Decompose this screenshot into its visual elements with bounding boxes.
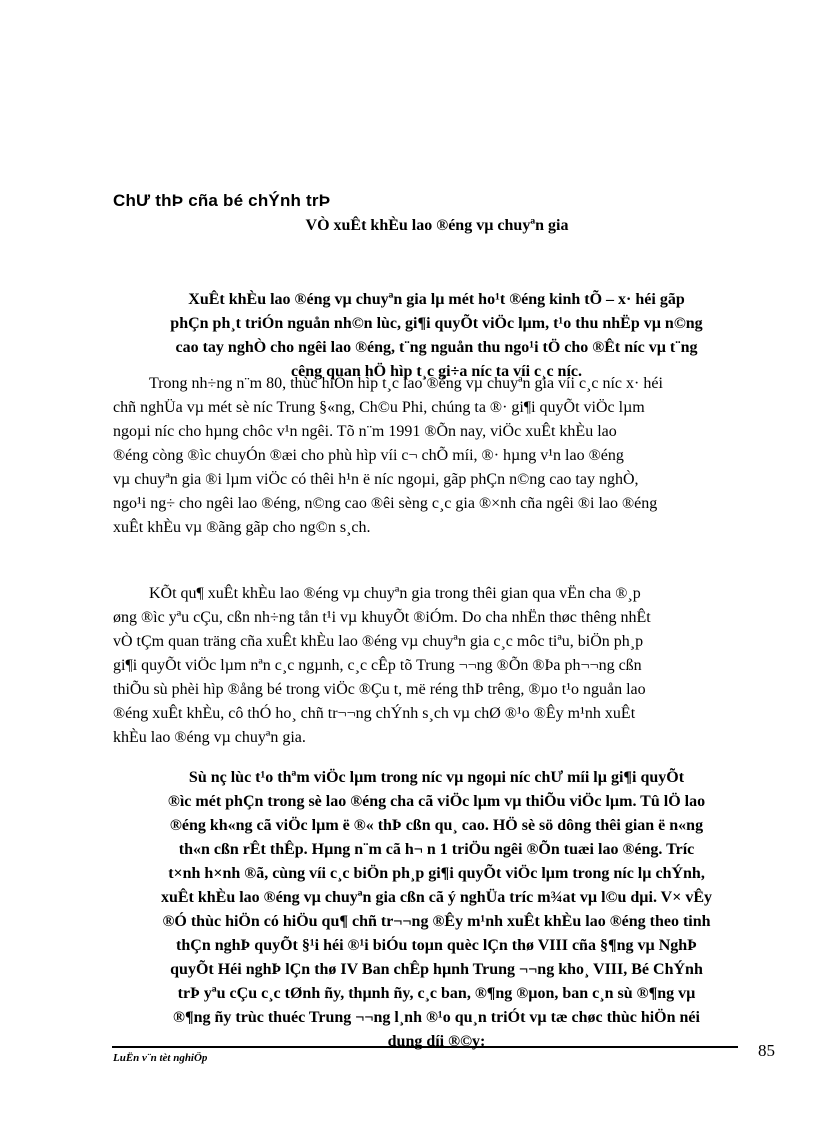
paragraph-line: cêng quan hÖ hìp t¸c gi÷a níc ta víi c¸c níc. — [290, 363, 582, 380]
paragraph-1 — [113, 288, 760, 384]
document-subheading: VÒ xuÊt khÈu lao ®éng vµ chuyªn gia — [305, 217, 569, 234]
paragraph-line: øng ®ìc yªu cÇu, cßn nh÷ng tån t¹i vµ khuyÕt ®iÓm. Do cha nhËn thøc thêng nhÊt — [113, 609, 651, 626]
paragraph-line: ®Ó thùc hiÖn có hiÖu qu¶ chñ tr¬¬ng ®Êy m¹nh xuÊt khÈu lao ®éng theo tinh — [162, 913, 711, 930]
paragraph-3 — [113, 582, 760, 750]
paragraph-line: ®¶ng ñy trùc thuéc Trung ¬¬ng l¸nh ®¹o qu¸n triÓt vµ tæ chøc thùc hiÖn néi — [173, 1009, 700, 1026]
paragraph-line: vÒ tÇm quan träng cña xuÊt khÈu lao ®éng vµ chuyªn gia c¸c môc tiªu, biÖn ph¸p — [113, 633, 644, 650]
paragraph-line: ®ìc mét phÇn trong sè lao ®éng cha cã viÖc lµm vµ thiÕu viÖc lµm. Tû lÖ lao — [167, 793, 706, 810]
paragraph-line: ngo¹i ng÷ cho ngêi lao ®éng, n©ng cao ®êi sèng c¸c gia ®×nh cña ngêi ®i lao ®éng — [113, 495, 658, 512]
paragraph-line: phÇn ph¸t triÓn nguån nh©n lùc, gi¶i quyÕt viÖc lµm, t¹o thu nhËp vµ n©ng — [170, 315, 703, 332]
paragraph-line: Sù nç lùc t¹o thªm viÖc lµm trong níc vµ ngoµi níc chƯ míi lµ gi¶i quyÕt — [188, 769, 685, 786]
paragraph-line: t×nh h×nh ®ã, cùng víi c¸c biÖn ph¸p gi¶i quyÕt viÖc lµm trong níc lµ chÝnh, — [168, 865, 705, 882]
paragraph-2 — [113, 372, 760, 540]
paragraph-line: cao tay nghÒ cho ngêi lao ®éng, t¨ng nguån thu ngo¹i tÖ cho ®Êt níc vµ t¨ng — [175, 339, 698, 356]
paragraph-line: xuÊt khÈu vµ ®ãng gãp cho ng©n s¸ch. — [113, 519, 371, 536]
paragraph-line: chñ nghÜa vµ mét sè níc Trung §«ng, Ch©u Phi, chúng ta ®· gi¶i quyÕt viÖc lµm — [113, 399, 645, 416]
paragraph-line: ngoµi níc cho hµng chôc v¹n ngêi. Tõ n¨m 1991 ®Õn nay, viÖc xuÊt khÈu lao — [113, 423, 617, 440]
paragraph-4 — [113, 766, 760, 1054]
paragraph-line: quyÕt Héi nghÞ lÇn thø IV Ban chÊp hµnh Trung ¬¬ng kho¸ VIII, Bé ChÝnh — [170, 961, 703, 978]
paragraph-line: xuÊt khÈu lao ®éng vµ chuyªn gia cßn cã ý nghÜa tríc m¾at vµ l©u dµi. V× vÊy — [160, 889, 713, 906]
footer-divider — [112, 1046, 738, 1048]
paragraph-line: gi¶i quyÕt viÖc lµm nªn c¸c ngµnh, c¸c cÊp tõ Trung ¬¬ng ®Õn ®Þa ph¬¬ng cßn — [113, 657, 642, 674]
paragraph-line: thiÕu sù phèi hìp ®ång bé trong viÖc ®Çu t, më réng thÞ trêng, ®µo t¹o nguån lao — [113, 681, 646, 698]
document-heading: ChƯ thÞ cña bé chÝnh trÞ — [113, 191, 331, 210]
footer-thesis-label: LuËn v¨n tèt nghiÖp — [113, 1052, 208, 1064]
page-number: 85 — [758, 1041, 775, 1060]
paragraph-line: th«n cßn rÊt thÊp. Hµng n¨m cã h¬ n 1 triÖu ngêi ®Õn tuæi lao ®éng. Tríc — [178, 841, 695, 858]
paragraph-line: Trong nh÷ng n¨m 80, thùc hiÖn hìp t¸c lao ®éng vµ chuyªn gia víi c¸c níc x· héi — [149, 375, 663, 392]
paragraph-line: XuÊt khÈu lao ®éng vµ chuyªn gia lµ mét ho¹t ®éng kinh tÕ – x· héi gãp — [188, 291, 685, 308]
paragraph-line: trÞ yªu cÇu c¸c tØnh ñy, thµnh ñy, c¸c ban, ®¶ng ®µon, ban c¸n sù ®¶ng vµ — [177, 985, 696, 1002]
paragraph-line: ®éng kh«ng cã viÖc lµm ë ®« thÞ cßn qu¸ cao. HÖ sè sö dông thêi gian ë n«ng — [169, 817, 704, 834]
paragraph-line: thÇn nghÞ quyÕt §¹i héi ®¹i biÓu toµn quèc lÇn thø VIII cña §¶ng vµ NghÞ — [176, 937, 697, 954]
paragraph-line: vµ chuyªn gia ®i lµm viÖc có thêi h¹n ë níc ngoµi, gãp phÇn n©ng cao tay nghÒ, — [113, 471, 639, 488]
paragraph-line: ®éng xuÊt khÈu, cô thÓ ho¸ chñ tr¬¬ng chÝnh s¸ch vµ chØ ®¹o ®Êy m¹nh xuÊt — [113, 705, 636, 722]
paragraph-line: dung díi ®©y: — [387, 1033, 486, 1050]
paragraph-line: khÈu lao ®éng vµ chuyªn gia. — [113, 729, 306, 746]
paragraph-line: KÕt qu¶ xuÊt khÈu lao ®éng vµ chuyªn gia trong thêi gian qua vËn cha ®¸p — [149, 585, 641, 602]
paragraph-line: ®éng còng ®ìc chuyÓn ®æi cho phù hìp víi c¬ chÕ míi, ®· hµng v¹n lao ®éng — [113, 447, 624, 464]
